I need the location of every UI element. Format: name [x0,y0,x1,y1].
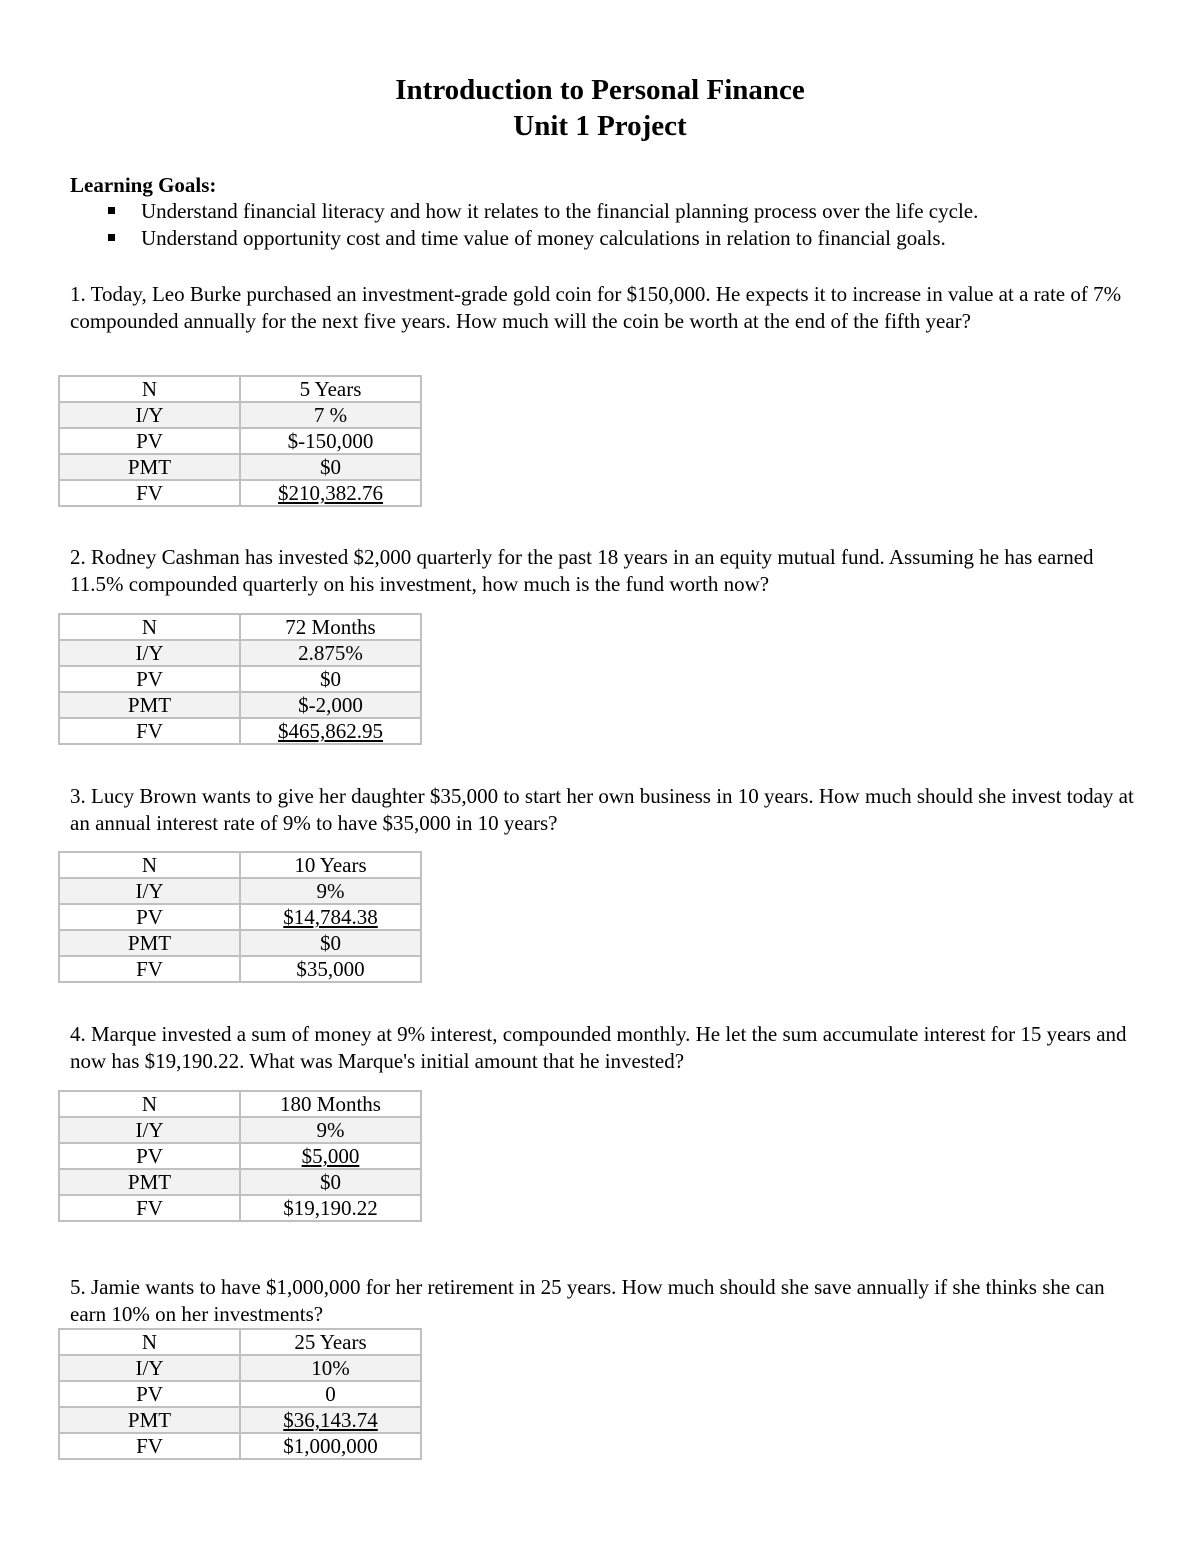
row-value: $0 [240,454,421,480]
table-row [59,1117,421,1143]
row-label: FV [59,480,240,506]
row-label: PV [59,904,240,930]
question-4-calc-table [58,1090,422,1222]
table-row [59,454,421,480]
learning-goal-item [70,225,1150,252]
row-value: 0 [240,1381,421,1407]
question-3-text: 3. Lucy Brown wants to give her daughter $35,000 to start her own business in 10 years. How much should she invest today at an annual interest rate of 9% to have $35,000 in 10 years? [70,784,1134,835]
table-row [59,480,421,506]
row-value: 25 Years [240,1329,421,1355]
table-row [59,666,421,692]
question-2-calc-table [58,613,422,745]
row-value-answer [240,904,421,930]
row-value-answer [240,1407,421,1433]
row-label: PMT [59,930,240,956]
row-label: I/Y [59,1117,240,1143]
row-label: N [59,1091,240,1117]
row-value: 7 % [240,402,421,428]
row-label: PV [59,428,240,454]
question-1-text: 1. Today, Leo Burke purchased an investment-grade gold coin for $150,000. He expects it to increase in value at a rate of 7% compounded annually for the next five years. How much will the coin be worth at the end of the fifth year? [70,282,1122,333]
row-label: PV [59,666,240,692]
row-label: PMT [59,1169,240,1195]
table-row [59,402,421,428]
row-value: 2.875% [240,640,421,666]
row-label: I/Y [59,402,240,428]
table-row [59,640,421,666]
answer-value: $5,000 [301,1144,360,1168]
row-value: $-2,000 [240,692,421,718]
row-value: 9% [240,1117,421,1143]
document-title [0,72,1200,144]
row-value: 5 Years [240,376,421,402]
row-label: N [59,1329,240,1355]
square-bullet-icon [108,207,115,214]
learning-goal-text: Understand opportunity cost and time value of money calculations in relation to financial goals. [141,226,946,250]
row-value: 10 Years [240,852,421,878]
table-row [59,1355,421,1381]
row-label: FV [59,1433,240,1459]
row-label: N [59,376,240,402]
answer-value: $14,784.38 [283,905,378,929]
question-5-text: 5. Jamie wants to have $1,000,000 for her retirement in 25 years. How much should she save annually if she thinks she can earn 10% on her investments? [70,1275,1105,1326]
table-row [59,718,421,744]
table-row [59,376,421,402]
question-2-text: 2. Rodney Cashman has invested $2,000 quarterly for the past 18 years in an equity mutual fund. Assuming he has earned 11.5% compounded quarterly on his investment, how much is the fund worth now? [70,545,1094,596]
row-label: FV [59,718,240,744]
table-row [59,904,421,930]
answer-value: $210,382.76 [278,481,383,505]
row-label: I/Y [59,1355,240,1381]
row-value: 10% [240,1355,421,1381]
row-label: PMT [59,454,240,480]
row-label: N [59,614,240,640]
row-value: 72 Months [240,614,421,640]
row-label: FV [59,1195,240,1221]
row-label: PMT [59,692,240,718]
row-value-answer [240,480,421,506]
row-value: 9% [240,878,421,904]
table-row [59,692,421,718]
row-value-answer [240,718,421,744]
learning-goals-heading: Learning Goals: [70,173,217,197]
table-row [59,1329,421,1355]
answer-value: $465,862.95 [278,719,383,743]
question-4-text: 4. Marque invested a sum of money at 9% interest, compounded monthly. He let the sum accumulate interest for 15 years and now has $19,190.22. What was Marque's initial amount that he invested? [70,1022,1127,1073]
table-row [59,1381,421,1407]
answer-value: $36,143.74 [283,1408,378,1432]
table-row [59,1407,421,1433]
title-line-2: Unit 1 Project [513,110,687,142]
row-label: I/Y [59,878,240,904]
row-label: N [59,852,240,878]
table-row [59,1433,421,1459]
question-5-calc-table [58,1328,422,1460]
row-label: PV [59,1143,240,1169]
table-row [59,878,421,904]
learning-goal-item [70,198,1150,225]
table-row [59,852,421,878]
table-row [59,956,421,982]
table-row [59,428,421,454]
question-1-calc-table [58,375,422,507]
row-label: PMT [59,1407,240,1433]
table-row [59,1195,421,1221]
title-line-1: Introduction to Personal Finance [395,74,805,106]
table-row [59,1091,421,1117]
row-value: $0 [240,930,421,956]
table-row [59,614,421,640]
table-row [59,930,421,956]
table-row [59,1143,421,1169]
learning-goal-text: Understand financial literacy and how it relates to the financial planning process over the life cycle. [141,199,979,223]
row-label: PV [59,1381,240,1407]
row-value: $0 [240,666,421,692]
row-value: $19,190.22 [240,1195,421,1221]
row-value: $0 [240,1169,421,1195]
row-value: 180 Months [240,1091,421,1117]
question-3-calc-table [58,851,422,983]
row-label: FV [59,956,240,982]
row-value: $-150,000 [240,428,421,454]
learning-goals-list [70,198,1150,252]
square-bullet-icon [108,234,115,241]
row-value: $35,000 [240,956,421,982]
row-value: $1,000,000 [240,1433,421,1459]
row-value-answer [240,1143,421,1169]
row-label: I/Y [59,640,240,666]
table-row [59,1169,421,1195]
